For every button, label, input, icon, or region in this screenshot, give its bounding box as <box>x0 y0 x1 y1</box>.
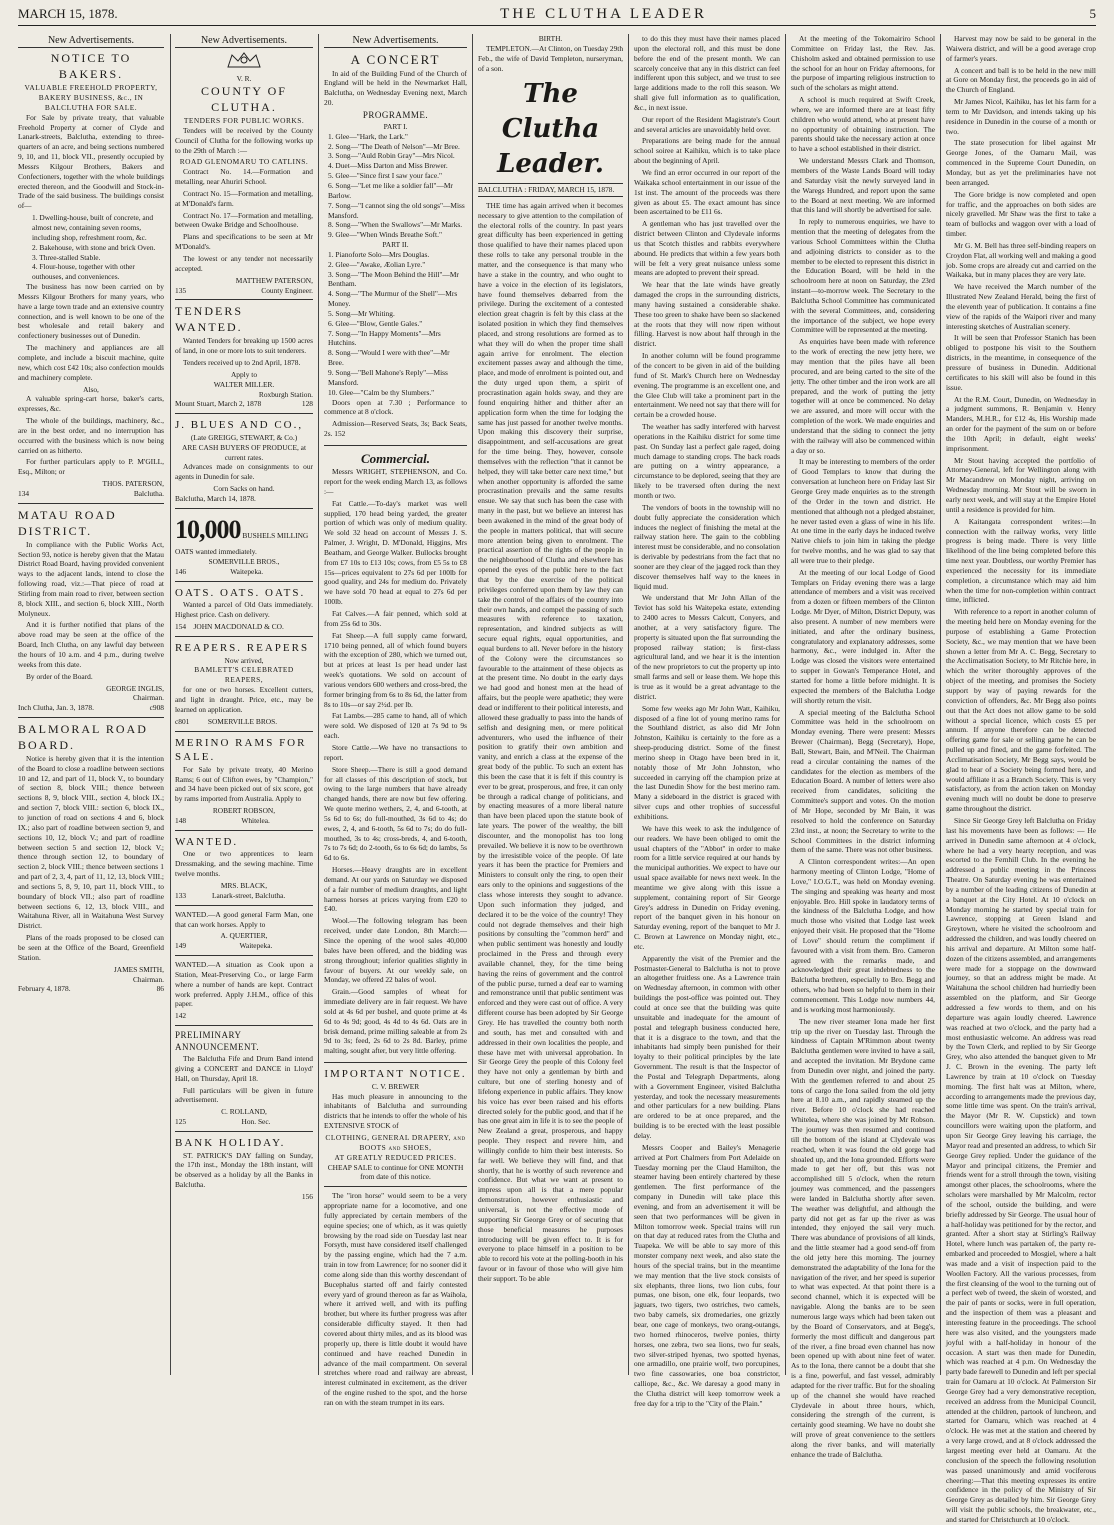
news-paragraph: We hear that the late winds have greatly damaged the crops in the surrounding districts, many having sustained a considerable shake. These too green to shake have been so slackened at the roots that they will now ripen without filling. Harvest is now about half through in the district. <box>634 280 780 349</box>
news-paragraph: to do this they must have their names placed upon the electoral roll, and this must be done before the end of the present month. We can scarcely conceive that any in this district can feel indifferent upon this subject, and we trust to see large additions made to the roll this season. We shall give full information as to qualification, &c., in next issue. <box>634 34 780 112</box>
ad-wanted <box>175 835 313 906</box>
ad-title: NOTICE TO BAKERS. <box>50 51 132 82</box>
ad-paragraph: For Sale by private treaty, that valuable Freehold Property at corner of Clyde and Lanark-streets, Balclutha, extending to three-quarters of an acre, and being sections numbered 9, 10, and 11, block VII., presently occupied by Messrs Kilgour Brothers, Bakers and Confectioners, together with the whole buildings erected thereon, and the Goodwill and Stock-in-Trade of the said business. The buildings consist of— <box>18 112 164 211</box>
ad-paragraph: By order of the Board. <box>26 671 93 681</box>
ad-paragraph: The business has now been carried on by Messrs Kilgour Brothers for many years, who have a large town trade and an extensive country connection, and is well known to be one of the best wholesale and retail bakery and confectionery businesses out of Dunedin. <box>18 282 164 341</box>
ad-footer: 149 Waitepeka. <box>175 941 273 951</box>
ad-footer: 148 Whitelea. <box>175 816 270 825</box>
programme-item: 3. Song—"Auld Robin Gray"—Mrs Nicol. <box>328 151 455 161</box>
ad-signature: MRS. BLACK, <box>220 881 268 890</box>
ad-merino-rams <box>175 736 313 831</box>
news-paragraph: As enquiries have been made with reference to the work of erecting the new jetty here, we may mention that the piles have all been procured, and are being carted to the site of the jetty. The other timber and the iron work are all prepared, and the work of putting the jetty together will at once be commenced. No delay we are assured, and more will occur with the completion of the work. We made enquiries and understand that the siding to connect the jetty with the railway will also be commenced within a day or so. <box>791 337 935 455</box>
news-paragraph: Mr James Nicol, Kaihiku, has let his farm for a term to Mr Davidson, and intends taking up his residence in Dunedin in the course of a month or two. <box>946 97 1096 136</box>
article-iron-horse: The "iron horse" would seem to be a very appropriate name for a locomotive, and one fully appreciated by certain members of the equine species; one of which, as it was quietly browsing by the road side on Tuesday last near Forsyth, must have considered itself challenged by the passing engine, which had the 7 a.m. train in tow from Lawrence; for no sooner did it come along side than this worthy descendant of Bucephalus started off and fairly contested every yard of ground thereon as far as Waihola, where it arrived well, and with its puffing brother, but where its further progress was after considerable difficulty stayed. It then had covered about thirty miles, and as its blood was properly up, there is little doubt it would have continued and have reached Dunedin in advance of the mail compartment. On several stretches where road and railway are abreast, interest culminated in excitement, as the driver of the engine rushed to the spot, and the horse ran on with the steam trumpet in its ears. <box>324 1191 467 1407</box>
ad-signature-title: County Engineer. <box>261 285 313 295</box>
column-rule <box>170 34 171 1375</box>
ad-footer: 154 JOHN MACDONALD & CO. <box>175 622 284 632</box>
article-paragraph: Store Sheep.—There is still a good demand for all classes of this description of stock, but owing to the large numbers that have already changed hands, there are now but few offering. We quote merino wethers, 2, 4, and 6-tooth, at 5s 6d to 6s; do full-mouthed, 3s 6d to 4s; do ewes, 2, 4, and 6-tooth, 5s 6d to 7s; do do full-mouthed, 3s to 4s; cross-breds, 4, and 6-tooth, 7s to 7s 6d; do 2-tooth, 6s to 6s 6d; do lambs, 5s 6d to 6s. <box>324 764 467 863</box>
ad-paragraph: A valuable spring-cart horse, baker's carts, expresses, &c. <box>18 394 164 414</box>
ad-paragraph: Doors open at 7.30 ; Performance to commence at 8 o'clock. <box>324 397 467 417</box>
programme-item: 10. Glee—"Calm be thy Slumbers." <box>328 387 435 397</box>
news-paragraph: In reply to numerous enquiries, we have to mention that the meeting of delegates from the various School Committees within the Clutha and adjoining districts to consider as to the member to be elected to represent this district in the Education Board, will be held in the schoolroom here at noon on Saturday, the 23rd instant—to-morrow week. The Secretary to the Balclutha School Committee has communicated with the several Committees, and, considering the importance of the subject, we hope every Committee will be represented at the meeting. <box>791 217 935 335</box>
list-item: 2. Bakehouse, with stone and brick Oven. <box>32 242 156 252</box>
ad-footer: c801 SOMERVILLE BROS. <box>175 716 278 726</box>
ad-paragraph: Notice is hereby given that it is the intention of the Board to close a roadline between sections 10 and 12, and part of 11, block V., to boundary of section 8, block VIII.; thence between sections 8, 9, block VIII., section 4, block IX.; and section 7, block VIII.: section 6, block IX., to junction of road on sections 4 and 6, block IX.; also part of roadline between section 9, and sections 10, 12, block V.; and part of roadline between section 5 and section 12, block V.; thence through section 12, to boundary of section 2, block VIII.; thence between sections 1 and part of 2, 3, 4, part of 11, 12, 13, block VIII.; and sections 5, 8, 9, 10, part 11, block VIII., to boundary of block VII.; also part of roadline between sections 6, 12, 13, block VIII., and Waitahuna River, all in Waitahuna West Survey District. <box>18 753 164 931</box>
ad-paragraph: Contract No. 14.—Formation and metalling, near Ahuriri School. <box>175 167 313 187</box>
ad-paragraph: Contract No. 17—Formation and metalling, between Owake Bridge and Schoolhouse. <box>175 210 313 230</box>
royal-crest-icon <box>175 51 313 74</box>
news-paragraph: A Kaitangata correspondent writes:—In connection with the railway works, very little progress is being made. There is very little likelihood of the line being completed before this time next year. Doubtless, our worthy Premier has experienced the necessity for its immediate completion, a circumstance which may aid him when the time for non-completion within contract time, inflicted. <box>946 516 1096 605</box>
news-paragraph: The new river steamer Iona made her first trip up the river on Tuesday last. Through the kindness of Captain M'Rimmon about twenty Balclutha gentlemen were invited to have a sail, and accepted the invitation. Mr Brydone came from Dunedin over night, and joined the party. With the gentlemen referred to and about 25 tons of cargo the Iona sailed from the old jetty here at 8.10 a.m., and rapidly steamed up the river. Before 10 o'clock she had reached Whitelea, where she was joined by Mr Robson. The journey was then resumed and continued till the bottom of the island at Clydevale was reached, when it was found the old gorge had shoaled up, and the Iona grounded. Efforts were made to get her off, but this was not accomplished till 5 o'clock, when the return journey was commenced, and the passengers were landed in Balclutha shortly after seven. The weather was delightful, and although the party did not get as far up the river as was intended, they enjoyed the sail very much. There was abundance of provisions of all kinds, and the little steamer had a good send-off from the old jetty here this morning. The journey demonstrated the adaptability of the Iona for the navigation of the river, and her speed is superior to what was expected. At that point there is a second channel, which it is expected will be navigable. Along the banks are to be seen numerous large ways which had been taken out by the Board of Conservators, and at Begg's, formerly the most difficult and dangerous part of the river, a fine broad even channel has now been opened up with about nine feet of water. As to the Iona, there cannot be a doubt that she is a fine, powerful, and fast vessel, admirably adapted for the river traffic. But for the shoaling up of the channel she would have reached Clydevale in about three hours, which, considering the strength of the current, is certainly good steaming. We have no doubt she will prove of great convenience to the settlers along the river banks, and will materially enhance the trade of Balclutha. <box>791 1016 935 1459</box>
column-advertisements-2 <box>175 34 313 1375</box>
ad-signature: C. ROLLAND, <box>221 1107 267 1117</box>
ad-footer: 146 Waitepeka. <box>175 567 264 576</box>
list-item: 1. Dwelling-house, built of concrete, and almost new, containing seven rooms, including shop, refreshment room, &c. <box>32 213 154 242</box>
ad-concert <box>324 51 467 446</box>
news-paragraph: Mr G. M. Bell has three self-binding reapers on Croydon Flat, all working well and making a good job. Some crops are already cut and carried on the Waikaka, but in many places they are very late. <box>946 240 1096 280</box>
ad-title: OATS. OATS. OATS. <box>175 586 306 599</box>
column-local-news-1 <box>634 34 781 1408</box>
programme-item: 6. Glee—"Blow, Gentle Gales." <box>328 318 423 328</box>
news-paragraph: We have received the March number of the Illustrated New Zealand Herald, being the first of the eleventh year of publication. It contains a fine view of the rapids of the Waipori river and many interesting sketches of Australian scenery. <box>946 282 1096 331</box>
ad-paragraph: WANTED.—A situation as Cook upon a Station, Meat-Preserving Co., or large Farm where a number of hands are kept. Contract work preferred. Apply J.H.M., office of this paper. <box>175 960 313 1009</box>
ad-oats <box>175 586 313 637</box>
ad-footer <box>18 703 164 713</box>
ad-subtitle: C. V. BREWER <box>371 1081 420 1091</box>
ad-signature: JAMES SMITH, <box>113 964 164 974</box>
ad-paragraph: Tenders received up to 2nd April, 1878. <box>183 357 301 367</box>
ad-line: CLOTHING, GENERAL DRAPERY, and BOOTS and SHOES, <box>325 1132 466 1152</box>
programme-item: 9. Song—"Bell Mahone's Reply"—Miss Mansford. <box>328 368 448 387</box>
column-local-news-3 <box>946 34 1096 1524</box>
news-paragraph: In another column will be found programme of the concert to be given in aid of the building fund of St. Mark's Church here on Wednesday evening. The programme is an excellent one, and the Glee Club will take a prominent part in the entertainment. We need not say that there will for certain be a crowded house. <box>634 351 781 420</box>
ad-subtitle: ROAD GLENOMARU TO CATLINS. <box>179 157 309 167</box>
news-paragraph: A school is much required at Swift Creek, where, we are informed there are at least fifty children who would attend, who at present have no opportunity of obtaining instruction. The parents should take the necessary action at once to have a school established in their district. <box>791 95 935 154</box>
ad-footer <box>18 984 164 994</box>
ad-title: BUSHELS MILLING <box>242 530 309 540</box>
ad-date: Mount Stuart, March 2, 1878 <box>175 399 262 409</box>
ad-paragraph: for one or two horses. Excellent cutters, and light in draught. Price, etc., may be learned on application. <box>175 685 313 714</box>
ad-paragraph: Plans and specifications to be seen at Mr M'Donald's. <box>175 232 313 252</box>
ad-number: c908 <box>149 703 164 713</box>
news-paragraph: The Gore bridge is now completed and open for traffic, and the approaches on both sides are nicely gravelled. Mr Shaw was the first to take a team of bullocks and waggon over with a load of timber. <box>946 189 1096 239</box>
column-rule <box>628 34 629 1375</box>
ad-title: A CONCERT <box>350 52 441 68</box>
ad-situation-cook <box>175 960 313 1026</box>
news-paragraph: A Clinton correspondent writes:—An open harmony meeting of Clinton Lodge, "Home of Love," I.O.G.T., was held on Monday evening. The singing and speaking was hearty and most enjoyable. Bro. Hill spoke in laudatory terms of the kindness of the Balclutha Lodge, and how much those who visited that Lodge last week enjoyed their visit. He proposed that the "Home of Love" should return the compliment if favoured with a visit from them. Bro. Cameron agreed with the remarks made, and acknowledged their great indebtedness to the Balclutha brethren, especially to Bro. Begg and others, who had been so helpful to them in their commencement. This Lodge now numbers 44, and is working most harmoniously. <box>791 857 935 1014</box>
ad-place: Roxburgh Station. <box>258 389 313 399</box>
ad-bank-holiday <box>175 1136 313 1202</box>
ad-farm-man <box>175 910 313 956</box>
ad-reapers <box>175 641 313 732</box>
column-rule <box>940 34 941 1375</box>
news-paragraph: A gentleman who has just travelled over the district between Clinton and Clydevale informs us that Scotch thistles and rabbits everywhere abound. He predicts that within a few years both will be felt a very great nuisance unless some means are adopted to prevent their spread. <box>634 219 780 278</box>
programme-list <box>324 132 467 240</box>
ad-notice-to-bakers <box>18 51 164 504</box>
ad-footer <box>175 399 313 409</box>
ad-signature: WALTER MILLER. <box>213 379 275 389</box>
ad-line: Also, <box>83 384 99 394</box>
programme-list <box>324 250 467 398</box>
column-editorial <box>478 34 623 1375</box>
birth-heading: BIRTH. <box>538 34 563 43</box>
article-paragraph: Fat Sheep.—A full supply came forward, 1710 being penned, all of which found buyers with the exception of 280, which we turned out, but at prices at least 1s per head under last week's quotations. We sold on account of various vendors 600 wethers and cross-bred, the former bringing from 6s to 8s 6d, the latter from 8s to 10s—or say 2½d. per lb. <box>324 630 467 709</box>
column-advertisements-1 <box>18 34 164 1375</box>
ad-paragraph: Tenders will be received by the County Council of Clutha for the following works up to the 29th of March :— <box>175 125 313 155</box>
ad-paragraph: For further particulars apply to P. M'GILL, Esq., Milton; or <box>18 457 164 477</box>
column-heading: New Advertisements. <box>175 34 313 48</box>
ad-county-tenders <box>175 51 313 300</box>
article-paragraph: Fat Cattle.—To-day's market was well supplied, 170 head being yarded, the greater portion of which was only of medium quality. We sold 32 head on account of Messrs J. S. Palmer, J. Wright, D. M'Donald, Higgins, Mrs Beatham, and George Walker. Bullocks brought from £7 10s to £13 10s; cows, from £5 5s to £8 15s—prices equivalent to 27s 6d per 100lb for good quality, and 24s for medium do. Privately we have sold 70 head at equal to 27s 6d per 100lb. <box>324 498 467 607</box>
column-advertisements-3 <box>324 34 467 1407</box>
news-paragraph: The state prosecution for libel against Mr George Jones, of the Oamaru Mail, was commenced in the Supreme Court Dunedin, on Monday, but as yet the preliminaries have not been arranged. <box>946 138 1096 187</box>
column-rule <box>318 34 319 1375</box>
newspaper-nameplate: The Clutha Leader. <box>497 79 604 179</box>
news-paragraph: We find an error occurred in our report of the Waikaka school entertainment in our issue of the 1st inst. The amount of the proceeds was there given as about £5. The exact amount has since been ascertained to be £11 6s. <box>634 167 780 217</box>
birth-notice: TEMPLETON.—At Clinton, on Tuesday 29th Feb., the wife of David Templeton, nurseryman, of a son. <box>478 43 624 73</box>
news-paragraph: We understand that Mr John Allan of the Teviot has sold his Waitepeka estate, extending to 2400 acres to Messrs Calcutt, Conyers, and another, at a very satisfactory figure. The property is situated upon the flat surrounding the proposed railway station; is first-class agricultural land, and we hear it is the intention of the new proprietors to cut the property up into small farms and sell or lease them. We hope this is true as it would be a great advantage to the district. <box>634 593 780 701</box>
ad-subtitle: VALUABLE FREEHOLD PROPERTY, BAKERY BUSINESS, &c., IN BALCLUTHA FOR SALE. <box>24 83 158 112</box>
commercial-section <box>324 450 467 1063</box>
ad-paragraph: And it is further notified that plans of the above road may be seen at the office of the Board, Inch Clutha, on any lawful day between the hours of 10 a.m. and 4 p.m., during twelve weeks from this date. <box>18 620 164 669</box>
news-paragraph: At the R.M. Court, Dunedin, on Wednesday in a judgment summons, R. Benjamin v. Henry Manders, M.H.R., for £12 4s, His Worship made an order for the payment of the sum on or before the 10th April; in default, eight weeks' imprisonment. <box>946 394 1096 453</box>
article-paragraph: Store Cattle.—We have no transactions to report. <box>324 742 467 762</box>
programme-item: 1. Glee—"Hark, the Lark." <box>328 131 408 141</box>
ad-signature: GEORGE INGLIS, <box>106 683 164 693</box>
ad-title: COUNTY OF CLUTHA. <box>201 84 287 115</box>
ad-line: Now arrived, <box>224 655 264 665</box>
article-paragraph: Messrs WRIGHT, STEPHENSON, and Co. report for the week ending March 13, as follows :— <box>324 467 467 496</box>
ad-line: AT GREATLY REDUCED PRICES. <box>334 1152 457 1162</box>
news-paragraph: It will be seen that Professor Stanich has been obliged to postpone his visit to the Southern districts, in the meantime, in consequence of the pressure of business in Dunedin. Additional certificates to his skill will also be found in this issue. <box>946 333 1096 392</box>
ad-important-notice <box>324 1067 467 1187</box>
programme-item: 4. Duet—Miss Darton and Miss Brewer. <box>328 161 448 171</box>
column-local-news-2 <box>791 34 935 1459</box>
ad-signature-title: Chairman. <box>133 693 164 703</box>
issue-date: MARCH 15, 1878. <box>18 6 118 21</box>
page-number: 5 <box>1089 6 1096 21</box>
ad-title: MERINO RAMS FOR SALE. <box>175 736 307 764</box>
programme-item: 6. Song—"Let me like a soldier fall"—Mr Barlow. <box>328 180 453 200</box>
programme-item: 2. Glee—"Awake, Æolian Lyre." <box>328 259 426 269</box>
ad-paragraph: Contract No. 15—Formation and metalling, at M'Donald's farm. <box>175 188 313 208</box>
ad-paragraph: ST. PATRICK'S DAY falling on Sunday, the 17th inst., Monday the 18th instant, will be observed as a holiday by all the Banks in Balclutha. <box>175 1150 313 1190</box>
ad-balmoral-road-board <box>18 722 164 994</box>
newspaper-title: THE CLUTHA LEADER <box>500 5 707 22</box>
programme-heading: PROGRAMME. <box>362 109 429 120</box>
news-paragraph: Our report of the Resident Magistrate's Court and several articles are unavoidably held over. <box>634 114 780 134</box>
ad-footer: 133 Lanark-street, Balclutha. <box>175 890 286 900</box>
programme-item: 5. Song—Mr Whiting. <box>328 308 395 318</box>
ad-title: PRELIMINARY ANNOUNCEMENT. <box>175 1030 260 1053</box>
ad-paragraph: Admission—Reserved Seats, 3s; Back Seats, 2s. 152 <box>324 419 467 439</box>
ad-title: BALMORAL ROAD BOARD. <box>18 722 148 752</box>
news-paragraph: The vendors of boots in the township will no doubt fully appreciate the consideration which induces the neglect of finishing the metal at the railway station here. The gain to the cobbling interest must be considerable, and no consolation is derivable by pedestrians from the fact that no sooner are they clear of the jagged rock than they discover themselves half way to the knees in liquid mud. <box>634 502 780 591</box>
ad-signature: A. QUERTIER, <box>220 931 268 941</box>
news-paragraph: Some few weeks ago Mr John Watt, Kaihiku, disposed of a fine lot of young merino rams for the Southland district, as also did Mr John Johnston, Kaihiku is certainly to the fore as a sheep-producing district. Some of the finest merino sheep in Otago have been bred in it, notably those of Mr John Johnston, who succeeded in carrying off the champion prize at the last Dunedin Show for the best merino ram. Many a sideboard in the district is graced with silver cups and other trophies of successful exhibitions. <box>634 703 780 821</box>
programme-item: 5. Glee—"Since first I saw your face." <box>328 171 442 181</box>
ad-date: Inch Clutha, Jan. 3, 1878. <box>18 703 94 713</box>
ad-subtitle: BAMLETT'S CELEBRATED REAPERS, <box>194 665 294 685</box>
programme-item: 2. Song—"The Death of Nelson"—Mr Bree. <box>328 141 460 151</box>
news-paragraph: Since Sir George Grey left Balclutha on Friday last his movements have been as follows: — He arrived in Dunedin same afternoon at 4 o'clock, where he had a very hearty reception, and was escorted to the Fernhill Club. In the evening he addressed a public meeting in the Princess Theatre. On Saturday evening he was entertained by a number of the leading citizens of Dunedin at a banquet at the City Hotel. At 10 o'clock on Monday morning he started by special train for Lawrence, stopping at Green Island and Greytown, where he visited the schoolroom and addressed the children, and was loudly cheered on his arrival and departure. At Milton some half-dozen of the citizens assembled, and arrangements were made for a stoppage on the downward journey, so that an address might be made. At Waitahuna the school children had hurriedly been assembled on the platform, and Sir George addressed a few words to them, and on his departure was again loudly cheered. Lawrence was reached at two o'clock, and the party had a most enthusiastic welcome. An address was read by the Town Clerk, and replied to by Sir George Grey, who also attended the banquet given to Mr J. C. Brown in the evening. The party left Lawrence by train at 10 o'clock on Tuesday morning. The first halt was at Milton, where, according to arrangements made the previous day, some little time was spent. On the train's arrival, the Mayor (Mr R. W. Cupstick) and town councillors were waiting upon the platform, and upon Sir George Grey leaving his carriage, the Mayor read and presented an address, to which Sir George Grey replied. Under the guidance of the Mayor and principal citizens, the Premier and friends went for a stroll through the town, visiting amongst other places, the schoolrooms, where the scholars were marshalled by Mr Malcolm, rector of the school, outside the building, and were briefly addressed by Sir George. The usual hour of a half-holiday was petitioned for by the rector, and granted. After a short stay at Stirling's Railway Hotel, where lunch was partaken of, the party re-embarked and proceeded to Mosgiel, where a halt was made and a visit of inspection paid to the Woollen Factory. All the various processes, from the first cleansing of the wool to the turning out of a perfect web of tweed, the skein of worsted, and the pair of pants or socks, were in full operation, and the inspection of them was a pleasant and interesting feature in the proceedings. The school here was also visited, and the youngsters made joyful with a half-holiday in honour of the occasion. A start was then made for Dunedin, which was reached at 4 p.m. On Wednesday the party bade farewell to Dunedin and left per special train for Oamaru at 10 o'clock. At Palmerston Sir George Grey had a very demonstrative reception, received an address from the Municipal Council, attended at the children, partook of luncheon, and started for Oamaru, which was reached at 4 o'clock. He was met at the station and cheered by a very large crowd, and at 8 o'clock addressed the largest meeting ever held at Oamaru. At the conclusion of the speech the following resolution was passed unanimously and amid vociferous cheering:—That this meeting expresses its entire confidence in the policy of the Ministry of Sir George Grey as detailed by him. Sir George Grey will visit the public schools, the breakwater, etc., and started for Christchurch at 10 o'clock. <box>946 815 1096 1524</box>
column-heading: New Advertisements. <box>324 34 467 48</box>
programme-part-heading: PART II. <box>382 240 409 250</box>
ad-preliminary-announcement <box>175 1030 313 1132</box>
ad-line: Apply to <box>230 369 258 379</box>
ad-paragraph: In aid of the Building Fund of the Church of England will be held in the Newmarket Hall, Balclutha, on Wednesday Evening next, March 20. <box>324 68 467 108</box>
ad-paragraph: The Balclutha Fife and Drum Band intend giving a CONCERT and DANCE in Lloyd' Hall, on Thursday, April 18. <box>175 1054 313 1083</box>
article-paragraph: Fat Lambs.—285 came to hand, all of which were sold. We disposed of 120 at 7s 9d to 9s each. <box>324 711 467 741</box>
ad-signature: MATTHEW PATERSON, <box>235 275 313 285</box>
ad-footer <box>18 489 164 499</box>
ad-line: CHEAP SALE to continue for ONE MONTH from date of this notice. <box>327 1162 464 1182</box>
ad-signature: SOMERVILLE BROS., <box>208 557 280 567</box>
masthead <box>18 6 1096 26</box>
ad-vr: V. R. <box>236 74 252 84</box>
programme-item: 7. Song—"In Happy Moments"—Mrs Hutchins. <box>328 328 441 348</box>
article-paragraph: Wool.—The following telegram has been received, under date London, 8th March:—Since the opening of the wool sales 40,000 bales have been offered, and the bidding was strong throughout; inferior qualities slightly in favour of buyers. At our weekly sale, on Monday, we offered 22 bales of wool. <box>324 916 467 985</box>
programme-item: 7. Song—"I cannot sing the old songs"—Miss Mansford. <box>328 200 465 220</box>
ad-title: MATAU ROAD DISTRICT. <box>18 507 117 538</box>
news-paragraph: Harvest may now be said to be general in the Waiwera district, and will be a good average crop of farmer's years. <box>946 34 1096 63</box>
ad-signature: THOS. PATERSON, <box>102 479 164 489</box>
ad-number: 128 <box>301 399 313 409</box>
programme-item: 1. Pianoforte Solo—Mrs Douglas. <box>328 249 430 259</box>
column-rule <box>785 34 786 1375</box>
news-paragraph: Apparently the visit of the Premier and the Postmaster-General to Balclutha is not to prove an altogether fruitless one. As a Lawrence train on Wednesday afternoon, in common with other buildings the post-office was pointed out. They could at once see that the building was quite unsuitable and inadequate for the amount of postal and telegraph business conducted here, that it is a disgrace to the town, and that the inhabitants had simply been punished for their loyalty to their political principles by the late Government. The result is that the Inspector of the Postal and Telegraph Departments, along with a Government Engineer, visited Balclutha yesterday, and took the necessary measurements and other particulars for a new building. Plans are ordered to be at once prepared, and the building is to be erected with the least possible delay. <box>634 953 780 1140</box>
ad-number: 86 <box>156 984 164 994</box>
ad-date: Balclutha, March 14, 1878. <box>175 493 256 503</box>
ad-line: Corn Sacks on hand. <box>213 484 275 494</box>
ad-paragraph: Full particulars will be given in future advertisement. <box>175 1085 313 1105</box>
news-paragraph: At the meeting of our local Lodge of Good Templars on Friday evening there was a large attendance of members and a visit was received from a dozen or fifteen members of the Clinton Lodge. Mr Dyer, of Milton, District Deputy, was also present. A number of new members were initiated, and after the ordinary business, congratulatory and explanatory addresses, some harmony, &c., were indulged in. After the Lodge was closed the visitors were entertained to supper in Gowan's Temperance Hotel, and started for home a little before midnight. It is expected the members of the Balclutha Lodge will shortly return the visit. <box>791 567 935 705</box>
news-paragraph: We have this week to ask the indulgence of our readers. We have been obliged to omit the usual chapters of the "Abbot" in order to make room for a little service required at our hands by the municipal authorities. We expect to have our usual space available for news next week. In the meantime we give along with this issue a supplement, containing report of Sir George Grey's address in Dunedin on Friday evening, report of the banquet given in his honour on Saturday evening, report of the banquet to Mr J. C. Brown at Lawrence on Monday night, etc., etc. <box>634 823 780 951</box>
ad-number: 156 <box>301 1191 313 1201</box>
programme-item: 8. Song—"When the Swallows"—Mr Marks. <box>328 220 463 230</box>
ad-place: Balclutha. <box>133 488 164 498</box>
news-paragraph: It may be interesting to members of the order of Good Templars to know that during the conversation at luncheon here on Friday last Sir George Grey made enquiries as to the strength of the Order in the town and district. He mentioned that although not a pledged abstainer, he never tasted even a glass of wine in his life. At one time in the early days he induced twelve Native chiefs to join him in taking the pledge for twelve months, and he was glad to say that all were true to their pledge. <box>791 457 935 565</box>
column-rule <box>472 34 473 1375</box>
ad-paragraph: WANTED.—A good general Farm Man, one that can work horses. Apply to <box>175 909 313 929</box>
editorial-dateline: BALCLUTHA : FRIDAY, MARCH 15, 1878. <box>478 183 623 197</box>
ad-bushels-milling <box>175 513 313 582</box>
ad-matau-road-district <box>18 508 164 718</box>
ad-number: 135 <box>175 285 187 295</box>
ad-title: WANTED. <box>175 835 239 848</box>
ad-number: 134 <box>18 488 30 498</box>
ad-blues-and-co <box>175 418 313 509</box>
ad-paragraph: Has much pleasure in announcing to the inhabitants of Balclutha and surrounding districts that he intends to offer the whole of his EXTENSIVE STOCK of <box>324 1091 467 1131</box>
section-heading: Commercial. <box>361 450 430 466</box>
ad-paragraph: In compliance with the Public Works Act, Section 93, notice is hereby given that the Matau District Road Board, having provided convenient ways to the adjacent lands, intend to close the following road, viz.:—That piece of road at Stirling from main road to river, between section 8, block XIII., and section 6, block XIII., North Molyneux. <box>18 539 164 618</box>
article-paragraph: Fat Calves.—A fair penned, which sold at from 25s 6d to 30s. <box>324 609 467 628</box>
ad-tenders-wanted <box>175 304 313 414</box>
news-paragraph: Preparations are being made for the annual school soiree at Kaihiku, which is to take place about the beginning of April. <box>634 136 780 166</box>
editorial-paragraph: THE time has again arrived when it becomes necessary to give attention to the compilation of the electoral rolls of the country. In past years great difficulty has been experienced in getting those qualified to have their names placed upon these rolls to take any personal trouble in the matter, and the consequence is that many who have a stake in the country, and who ought to have a voice in the election of its legislators, have found themselves debarred from the privilege. During the excitement of a contested election great chagrin is felt by this class at the isolated position in which they find themselves placed, and strong resolutions are formed as to what they will do when the proper time shall again arrive for enrolment. The election excitement passes away and although the time, place, and mode of enrolment is pointed out, and the duty urged upon them, a spirit of procrastination again holds sway, and they are found enquiring hither and thither after an application form when the time for lodging the same has just passed for another twelve months. Upon making this discovery their surprise, disappointment, and self-accusations are great for the time being. They, however, console themselves with the reflection "that it cannot be helped, they will take better care next time," but when another opportunity is afforded the same procrastination prevails and the same results ensue. We say that such has been the case with many in the past, but we believe an interest has been awakened in the mind of the great body of the people in matters political, that will secure more attention being given to enrolment. The practical assertion of the rights of the people in the neighbourhood of Clutha and elsewhere has opened the eyes of the public here to the fact that by the due exercise of the political privileges conferred upon them by law they can take the control of the affairs of the country into their own hands, and compel the passing of such measures with reference to taxation, representation, and kindred subjects as will secure equal rights, equal opportunities, and equal burdens to all. Never before in the history of the Colony were the circumstances so favourable to the attainment of these objects as at the present time. No doubt in the early days we had good and honest men at the head of affairs, but the people were apathetic; they were dead or indifferent to their political interests, and allowed these gradually to pass into the hands of selfish and designing men, or mere political adventurers, who used the influence of their position to gratify their own ambition and vanity, and enrich a class at the expense of the great body of the public. To such an extent has this been the case that it is felt if this country is ever to be great, prosperous, and free, it can only be through a radical change of politicians, and by enacting measures of a more liberal nature than have been placed upon the statute book of late years. The power of the wealthy, the bill discounter, and the monopolist has too long prevailed. We believe it is now to be overthrown by the irresistible voice of the people. Of late years it has been the practice for Premiers and Ministers to consult only the ring, to open their ears only to the opinions and suggestions of the class whose interests they sought to advance. Upon such information they judged, and declared it to be the voice of the country! They could not degrade themselves and their high positions by consulting the "common herd" and when public sentiment was honestly and loudly proclaimed in the Press and through every available channel, they, for the time being having the reins of government and the control of the public purse, turned a deaf ear to warning and remonstrance until that public sentiment was enforced and they were cast out of office. A very different course has been adopted by Sir George Grey. He has travelled the country both north and south, has met and consulted with and addressed in their own localities the people, and these have met with universal approbation. In Sir George Grey the people of this Colony feel they have not only a gentleman by birth and culture, but one of sterling honesty and of lifelong experience in public affairs. They know his voice has ever been raised and his efforts directed solely for the public good, and that if he has one great aim in life it is to see the people of New Zealand a great, prosperous, and happy people. They respect and revere him, and willingly confide to him their best interests. So far well. We believe they will find, and that shortly, that he is worthy of such reverence and confidence. But what we want at present to impress upon all is that a mere popular demonstration, however enthusiastic and universal, is not the effective mode of supporting Sir George Grey or of securing that those beneficial measures he purposes introducing will be given effect to. It is for everyone to place himself in a position to be able to record his vote at the polling-booth in his favour or in favour of those who will give him their support. To be able <box>478 200 623 1283</box>
article-paragraph: Grain.—Good samples of wheat for immediate delivery are in fair request. We have sold at 4s 6d per bushel, and quote prime at 4s 6d to 4s 9d; good, 4s 4d to 4s 6d. Oats are in brisk demand, prime milling saleable at from 2s 9d to 3s; feed, 2s 6d to 2s 8d. Barley, prime malting, sought after, but very little offering. <box>324 987 467 1056</box>
programme-item: 9. Glee—"When Winds Breathe Soft." <box>328 230 442 240</box>
ad-paragraph: One or two apprentices to learn Dressmaking, and the sewing machine. Time twelve months. <box>175 849 313 879</box>
programme-part-heading: PART I. <box>383 121 408 131</box>
programme-item: 3. Song—"The Moon Behind the Hill"—Mr Bentham. <box>328 269 459 289</box>
ad-title: TENDERS WANTED. <box>175 304 243 335</box>
ad-date: February 4, 1878. <box>18 984 71 994</box>
ad-number: 142 <box>175 1011 187 1021</box>
news-paragraph: Mr Stout having accepted the portfolio of Attorney-General, left for Wellington along with Mr Macandrew on Monday night, arriving on Wednesday morning. Mr Stout will be sworn in early next week, and will stay at the Empire Hotel until a residence is provided for him. <box>946 455 1096 514</box>
article-paragraph: Horses.—Heavy draughts are in excellent demand. At our yards on Saturday we disposed of a fair number of medium draughts, and light harness horses at prices varying from £20 to £40. <box>324 865 467 914</box>
ad-subtitle: TENDERS FOR PUBLIC WORKS. <box>183 116 305 126</box>
news-paragraph: A concert and ball is to be held in the new mill at Gore on Monday first, the proceeds go in aid of the Church of England. <box>946 65 1096 95</box>
ad-paragraph: For Sale by private treaty, 40 Merino Rams; 6 out of Clifton ewes, by "Champion," and 34 have been picked out of six score, got by rams imported from Australia. Apply to <box>175 764 313 804</box>
news-paragraph: Messrs Cooper and Bailey's Menagerie arrived at Port Chalmers from Port Adelaide on Tuesday morning per the Claud Hamilton, the steamer having been entirely chartered by these gentlemen. The first performance of the company in Dunedin will take place this evening, and from an advertisement it will be seen that two performances will be given in Milton tomorrow week. Special trains will run on that day at reduced rates from the Clutha and Tuapeka. We will be able to say more of this monster company next week, and also state the hours of the special trains, but in the meantime we may mention that the live stock consists of six elephants, three lions, two lion cubs, four pumas, one bison, one elk, four leopards, two jaguars, two tigers, two ostriches, two camels, two baby camels, six dromedaries, one grizzly bear, one cage of monkeys, two orang-outangs, two horned rhinoceros, twelve ponies, thirty horses, one zebra, two sea lions, two fur seals, two silver-striped hyenas, two spotted hyenas, one armadillo, one prairie wolf, two porcupines, two fine cassowaries, one boa constrictor, calliope, &c., &c. We daresay a good many in the Clutha district will keep tomorrow week a free day for a trip to the "City of the Plain." <box>634 1142 780 1408</box>
ad-paragraph: The machinery and appliances are all complete, and include a biscuit machine, quite new, which cost £42 10s; also confection moulds and machinery complete. <box>18 343 164 382</box>
programme-item: 8. Song—"Would I were with thee"—Mr Bree. <box>328 348 450 368</box>
ad-paragraph: Wanted Tenders for breaking up 1500 acres of land, in one or more lots to suit tenderers. <box>175 336 313 356</box>
ad-line: OATS wanted immediately. <box>175 547 257 557</box>
ad-signature-title: Chairman. <box>133 974 164 984</box>
ad-big-number: 10,000 <box>175 514 241 544</box>
news-paragraph: The weather has sadly interfered with harvest operations in the Kaihiku district for some time past. On Sunday last a perfect gale raged, doing much damage to standing crops. The back roads are putting on a wintry appearance, a circumstance to be deplored, seeing that they are likely to be traversed often during the next month or two. <box>634 422 780 500</box>
news-paragraph: We understand Messrs Clark and Thomson, members of the Waste Lands Board will today and Saturday visit the newly surveyed land in the Waregs Hundred, and report upon the same to the Board at next meeting. We are informed that this land will shortly be advertised for sale. <box>791 156 935 215</box>
ad-title: BANK HOLIDAY. <box>175 1136 286 1149</box>
ad-paragraph: Wanted a parcel of Old Oats immediately. Highest price. Cash on delivery. <box>175 600 313 620</box>
list-item: 3. Three-stalled Stable. <box>32 252 101 262</box>
ad-paragraph: Plans of the roads proposed to be closed can be seen at the Office of the Board, Greenfield Station. <box>18 933 164 962</box>
news-paragraph: At the meeting of the Tokomairiro School Committee on Friday last, the Rev. Jas. Chisholm asked and obtained permission to use the school for an hour on Friday afternoons, for the purpose of imparting religious instruction to such of the scholars as might attend. <box>791 34 935 93</box>
programme-item: 4. Song—"The Murmur of the Shell"—Mrs Money. <box>328 289 458 309</box>
ad-signature: ROBERT ROBSON, <box>212 806 276 816</box>
ad-list <box>18 213 164 282</box>
news-paragraph: A special meeting of the Balclutha School Committee was held in the schoolroom on Monday evening. There were present: Messrs Brewer (Chairman), Begg (Secretary), Hope, Ball, Stewart, Bain, and M'Neil. The Chairman read a circular containing the names of the candidates for the election as members of the Education Board. A number of letters were also received from candidates, soliciting the Committee's support and votes. On the motion of Mr Hope, seconded by Mr Bain, it was resolved to hold the conference on Saturday 23rd inst., at noon; the Secretary to write to the School Committees in the district informing them of the same. There was not other business. <box>791 707 935 855</box>
news-paragraph: With reference to a report in another column of the meeting held here on Monday evening for the purpose of establishing a Game Protection Society, &c., we may mention that we have been shown a letter from Mr A. C. Begg, Secretary to the Acclimatisation Society, to Mr Ritchie here, in which the writer thoroughly approves of the object of the meeting, and promises the Society support by way of paying rewards for the conviction of offenders, &c. Mr Begg also points out that the Act does not allow game to be sold without a special licence, which costs £5 per annum. If anyone therefore can be detected offering game for sale or selling game he can be pulled up and fined, and the game forfeited. The Acclimatisation Society, Mr Begg says, would be glad to hear of a Society being formed here, and would affiliate it as a Branch Society. This is very satisfactory, as from the action taken on Monday evening much will no doubt be done to preserve game throughout the district. <box>946 607 1096 814</box>
ad-footer <box>175 286 313 296</box>
ad-title: IMPORTANT NOTICE. <box>324 1068 467 1081</box>
ad-title: J. BLUES AND CO., <box>175 419 304 432</box>
ad-paragraph: Advances made on consignments to our agents in Dunedin for sale. <box>175 462 313 482</box>
ad-footer: 125 Hon. Sec. <box>175 1117 271 1127</box>
ad-subtitle: (Late GREIGG, STEWART, & Co.) <box>190 432 298 442</box>
column-heading: New Advertisements. <box>18 34 164 48</box>
ad-paragraph: The whole of the buildings, machinery, &c., are in the best order, and no interruption has occurred with the business which is now being carried on as hitherto. <box>18 416 164 455</box>
list-item: 4. Flour-house, together with other outhouses, and conveniences. <box>32 262 135 282</box>
ad-subtitle: ARE CASH BUYERS OF PRODUCE, at current rates. <box>181 442 307 462</box>
ad-paragraph: The lowest or any tender not necessarily accepted. <box>175 254 313 273</box>
ad-title: REAPERS. REAPERS <box>175 642 310 654</box>
